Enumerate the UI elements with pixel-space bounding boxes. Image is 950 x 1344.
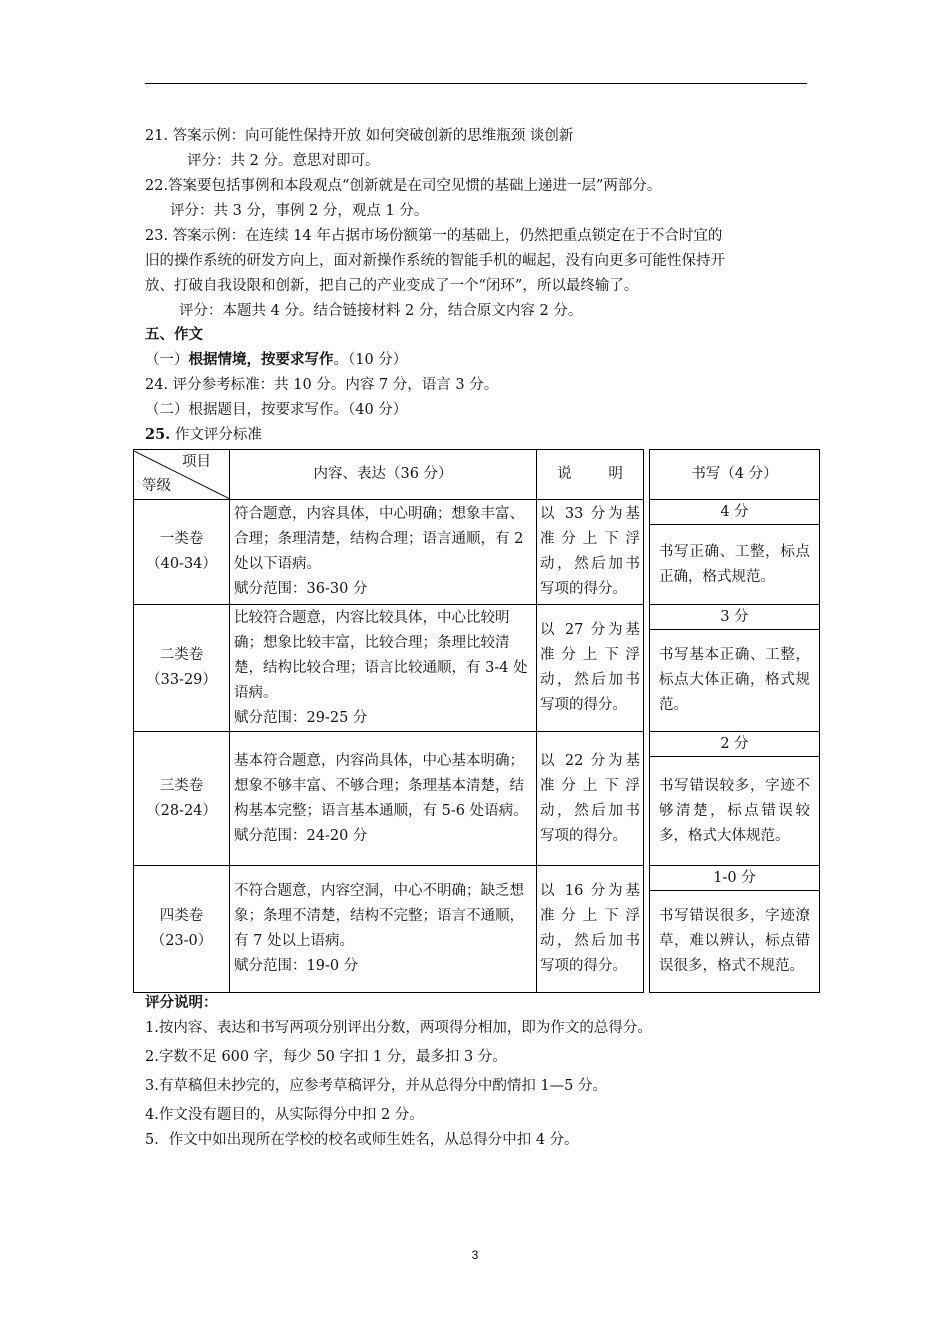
content-cell — [230, 866, 537, 993]
content-cell — [230, 605, 537, 732]
score-range: 赋分范围：36-30 分 — [234, 581, 368, 597]
part-1-suffix: 。（10 分） — [333, 352, 408, 368]
note-cell: 以 33 分为基准分上下浮动，然后加书写项的得分。 — [537, 500, 644, 605]
grade-name: 一类卷 — [159, 531, 204, 547]
answer-23-line-1: 23. 答案示例：在连续 14 年占据市场份额第一的基础上，仍然把重点锁定在于不合时宜的 — [145, 228, 723, 244]
grading-table — [133, 449, 820, 993]
note-cell: 以 27 分为基准分上下浮动，然后加书写项的得分。 — [537, 605, 644, 732]
writing-desc: 书写基本正确、工整，标点大体正确，格式规范。 — [659, 647, 810, 713]
question-24: 24. 评分参考标准：共 10 分。内容 7 分，语言 3 分。 — [145, 377, 499, 393]
answer-22-scoring: 评分：共 3 分，事例 2 分，观点 1 分。 — [170, 203, 429, 219]
content-text: 不符合题意，内容空洞，中心不明确；缺乏想象；条理不清楚，结构不完整；语言不通顺，有 7 处以上语病。 — [234, 883, 524, 949]
grade-cell — [134, 500, 230, 605]
answer-23-line-3: 放、打破自我设限和创新，把自己的产业变成了一个“闭环”，所以最终输了。 — [145, 278, 639, 294]
writing-cell — [650, 732, 820, 866]
table-row — [134, 866, 820, 993]
content-text: 比较符合题意，内容比较具体，中心比较明确；想象比较丰富，比较合理；条理比较清楚，结构比较合理；语言比较通顺，有 3-4 处语病。 — [234, 609, 528, 701]
question-25-text: 作文评分标准 — [170, 427, 262, 443]
score-range: 赋分范围：24-20 分 — [234, 827, 368, 844]
grade-cell — [134, 732, 230, 866]
header-rule — [145, 83, 807, 84]
grade-range: （23-0） — [150, 933, 213, 949]
score-range: 赋分范围：29-25 分 — [234, 709, 368, 726]
table-row — [134, 605, 820, 732]
note-item: 5．作文中如出现所在学校的校名或师生姓名，从总得分中扣 4 分。 — [145, 1132, 579, 1148]
content-cell — [230, 500, 537, 605]
writing-score: 1-0 分 — [650, 866, 819, 891]
writing-desc: 书写正确、工整，标点正确，格式规范。 — [659, 543, 810, 585]
answer-22: 22.答案要包括事例和本段观点“创新就是在司空见惯的基础上递进一层”两部分。 — [145, 178, 662, 194]
grade-cell — [134, 866, 230, 993]
grade-name: 四类卷 — [159, 908, 204, 924]
grade-name: 二类卷 — [159, 647, 204, 663]
header-writing: 书写（4 分） — [650, 450, 820, 500]
question-25-number: 25. — [145, 426, 171, 443]
content-text: 基本符合题意，内容尚具体，中心基本明确；想象不够丰富、不够合理；条理基本清楚，结构基本完整；语言基本通顺，有 5-6 处语病。 — [234, 752, 528, 819]
note-cell: 以 16 分为基准分上下浮动，然后加书写项的得分。 — [537, 866, 644, 993]
corner-label-item: 项目 — [182, 453, 211, 470]
notes-heading: 评分说明： — [145, 994, 218, 1011]
part-1-title — [145, 350, 407, 370]
answer-23-scoring: 评分：本题共 4 分。结合链接材料 2 分，结合原文内容 2 分。 — [179, 303, 583, 319]
table-row — [134, 732, 820, 866]
grade-range: （28-24） — [146, 802, 217, 819]
header-content: 内容、表达（36 分） — [230, 450, 537, 500]
grade-range: （40-34） — [146, 556, 217, 572]
writing-cell — [650, 605, 820, 732]
header-note: 说 明 — [537, 450, 644, 500]
content-cell — [230, 732, 537, 866]
note-item: 3.有草稿但未抄完的，应参考草稿评分，并从总得分中酌情扣 1—5 分。 — [145, 1078, 608, 1094]
score-range: 赋分范围：19-0 分 — [234, 958, 359, 974]
writing-score: 2 分 — [650, 732, 819, 757]
content-text: 符合题意，内容具体，中心明确；想象丰富、合理；条理清楚，结构合理；语言通顺，有 2 处以下语病。 — [234, 506, 524, 572]
writing-score: 4 分 — [650, 500, 819, 525]
grade-cell — [134, 605, 230, 732]
writing-desc: 书写错误较多，字迹不够清楚，标点错误较多，格式大体规范。 — [659, 777, 810, 844]
question-25-title — [145, 425, 262, 445]
section-heading: 五、作文 — [145, 326, 203, 343]
writing-cell — [650, 500, 820, 605]
table-header-row — [134, 450, 820, 500]
grade-name: 三类卷 — [159, 777, 204, 794]
page-number: 3 — [471, 1248, 479, 1262]
grade-range: （33-29） — [146, 672, 217, 688]
part-2-title: （二）根据题目，按要求写作。（40 分） — [145, 402, 408, 418]
note-item: 1.按内容、表达和书写两项分别评出分数，两项得分相加，即为作文的总得分。 — [145, 1020, 652, 1036]
writing-cell — [650, 866, 820, 993]
part-1-prefix: （一） — [145, 352, 189, 368]
note-item: 2.字数不足 600 字，每少 50 字扣 1 分，最多扣 3 分。 — [145, 1049, 507, 1065]
writing-score: 3 分 — [650, 605, 819, 630]
table-row — [134, 500, 820, 605]
note-cell: 以 22 分为基准分上下浮动，然后加书写项的得分。 — [537, 732, 644, 866]
part-1-bold: 根据情境，按要求写作 — [188, 351, 334, 368]
corner-label-grade: 等级 — [142, 477, 171, 494]
writing-desc: 书写错误很多，字迹潦草，难以辨认，标点错误很多，格式不规范。 — [659, 908, 810, 974]
answer-21-scoring: 评分：共 2 分。意思对即可。 — [187, 153, 380, 169]
answer-23-line-2: 旧的操作系统的研发方向上，面对新操作系统的智能手机的崛起，没有向更多可能性保持开 — [145, 253, 725, 269]
corner-cell — [134, 450, 230, 500]
note-item: 4.作文没有题目的，从实际得分中扣 2 分。 — [145, 1107, 424, 1123]
answer-21: 21. 答案示例：向可能性保持开放 如何突破创新的思维瓶颈 谈创新 — [145, 128, 574, 144]
